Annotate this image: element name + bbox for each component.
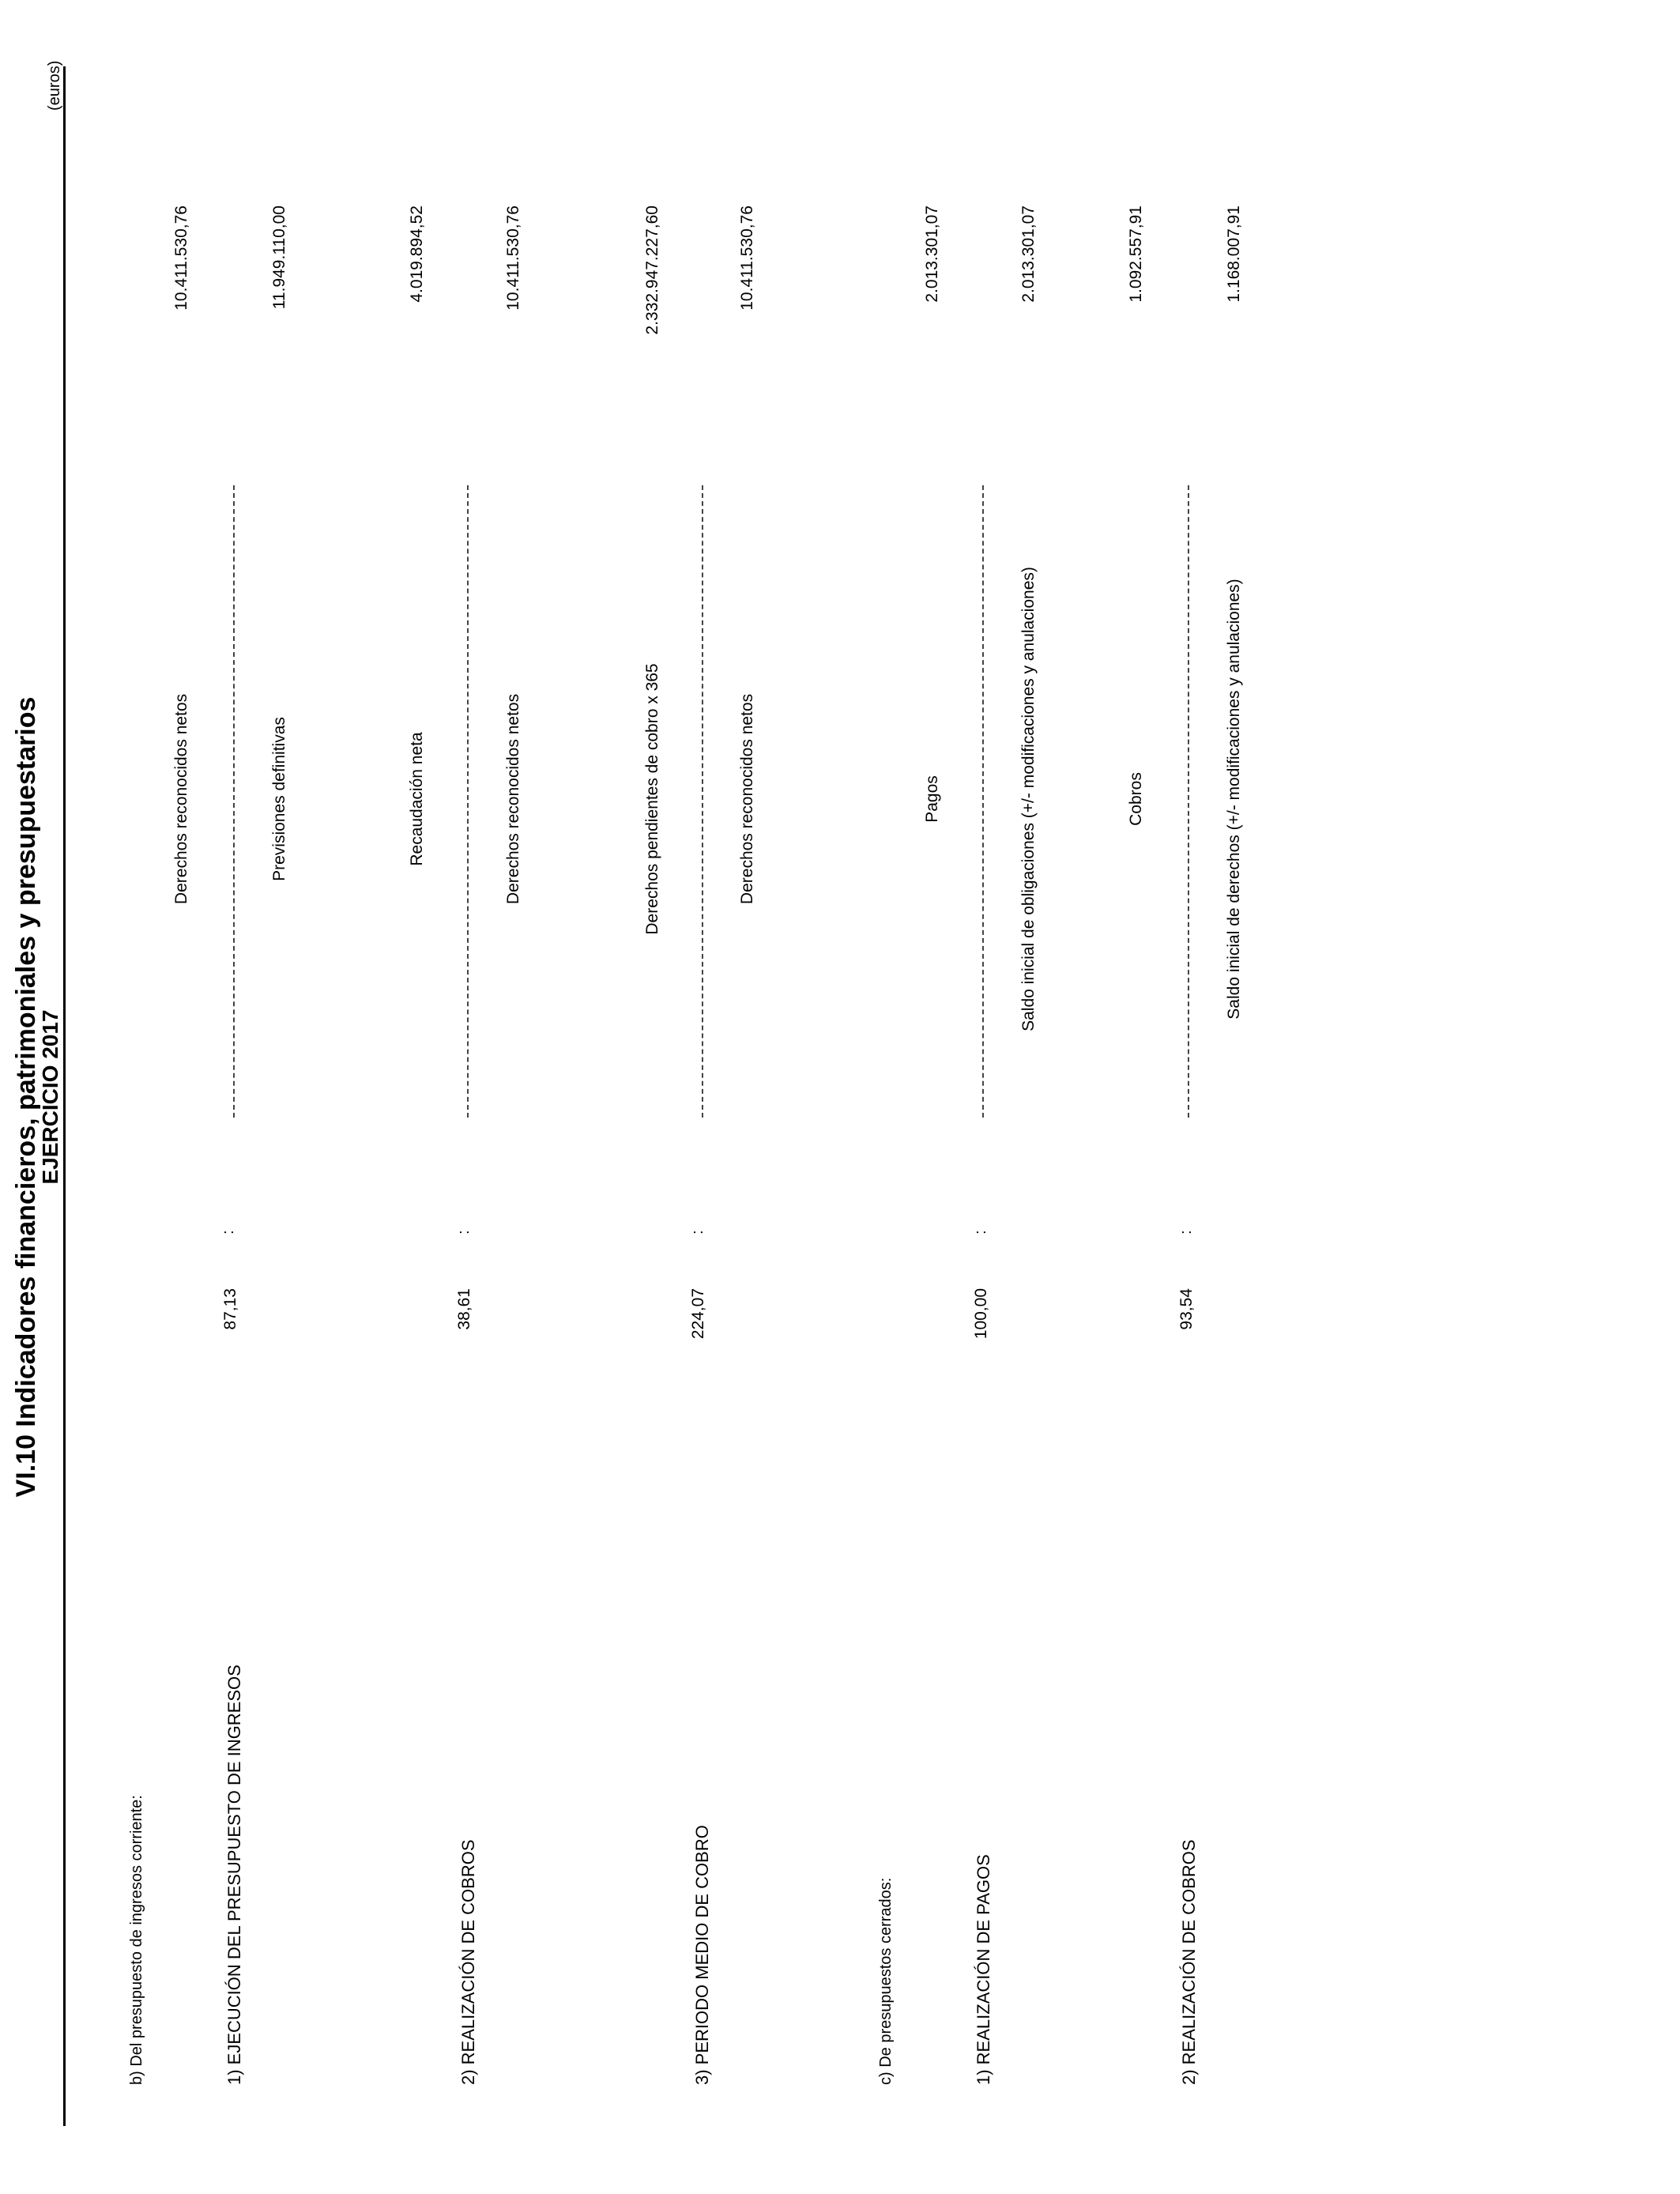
numerator-amount: 2.332.947.227,60: [643, 205, 661, 335]
indicator-label: 1) REALIZACIÓN DE PAGOS: [974, 1854, 993, 2085]
indicator-denominator: Derechos reconocidos netos: [738, 693, 756, 905]
fraction-line: [982, 485, 984, 1118]
indicator-ratio: 100,00: [972, 1288, 990, 1340]
indicator-colon: :: [689, 1230, 706, 1235]
page-subtitle: EJERCICIO 2017: [38, 1009, 62, 1185]
indicator-label: 2) REALIZACIÓN DE COBROS: [1179, 1839, 1199, 2085]
header-rule: [63, 66, 66, 2126]
indicator-label: 2) REALIZACIÓN DE COBROS: [458, 1839, 478, 2085]
indicator-numerator: Cobros: [1127, 772, 1145, 826]
indicator-denominator: Previsiones definitivas: [270, 717, 288, 881]
indicator-colon: :: [1177, 1230, 1195, 1235]
denominator-amount: 10.411.530,76: [738, 205, 756, 311]
indicator-label: 3) PERIODO MEDIO DE COBRO: [692, 1825, 712, 2085]
fraction-line: [467, 485, 469, 1118]
indicator-ratio: 93,54: [1177, 1288, 1196, 1330]
numerator-amount: 1.092.557,91: [1127, 205, 1145, 303]
numerator-amount: 10.411.530,76: [172, 205, 190, 311]
section-current-income: b) Del presupuesto de ingresos corriente:: [128, 1795, 145, 2085]
indicator-numerator: Recaudación neta: [408, 732, 426, 866]
denominator-amount: 11.949.110,00: [270, 205, 288, 310]
numerator-amount: 4.019.894,52: [408, 205, 426, 303]
indicator-ratio: 87,13: [221, 1288, 239, 1330]
indicator-colon: :: [972, 1230, 989, 1235]
fraction-line: [702, 485, 703, 1118]
indicator-numerator: Pagos: [923, 775, 941, 823]
denominator-amount: 1.168.007,91: [1225, 205, 1243, 303]
fraction-line: [1188, 485, 1189, 1118]
page-title: VI.10 Indicadores financieros, patrimoniales y presupuestarios: [11, 696, 41, 1498]
denominator-amount: 10.411.530,76: [504, 205, 522, 311]
indicator-colon: :: [455, 1230, 473, 1235]
indicator-ratio: 224,07: [689, 1288, 707, 1340]
indicator-denominator: Saldo inicial de derechos (+/- modificaciones y anulaciones): [1225, 579, 1243, 1020]
indicator-colon: :: [220, 1230, 237, 1235]
indicator-denominator: Saldo inicial de obligaciones (+/- modificaciones y anulaciones): [1019, 567, 1038, 1031]
numerator-amount: 2.013.301,07: [923, 205, 941, 303]
indicator-label: 1) EJECUCIÓN DEL PRESUPUESTO DE INGRESOS: [224, 1664, 244, 2085]
indicator-numerator: Derechos reconocidos netos: [172, 693, 190, 905]
indicator-ratio: 38,61: [455, 1288, 473, 1330]
indicator-denominator: Derechos reconocidos netos: [504, 693, 522, 905]
fraction-line: [233, 485, 235, 1118]
indicator-numerator: Derechos pendientes de cobro x 365: [643, 663, 661, 935]
units-label: (euros): [46, 60, 63, 111]
section-closed-budgets: c) De presupuestos cerrados:: [877, 1877, 895, 2085]
denominator-amount: 2.013.301,07: [1019, 205, 1038, 303]
